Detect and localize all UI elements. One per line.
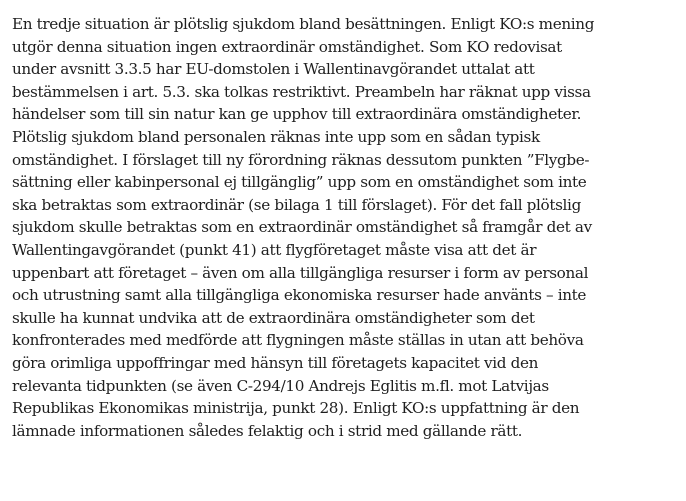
paragraph-line: händelser som till sin natur kan ge upphov till extraordinära omständigheter. [12,105,582,124]
paragraph-line: omständighet. I förslaget till ny förordning räknas dessutom punkten ”Flygbe- [12,150,590,169]
document-paragraph [12,13,682,442]
paragraph-line: sjukdom skulle betraktas som en extraordinär omständighet så framgår det av [12,218,592,237]
paragraph-line: konfronterades med medförde att flygningen måste ställas in utan att behöva [12,331,584,350]
paragraph-line: göra orimliga uppoffringar med hänsyn till företagets kapacitet vid den [12,353,539,372]
paragraph-line: sättning eller kabinpersonal ej tillgänglig” upp som en omständighet som inte [12,173,587,192]
paragraph-line: Republikas Ekonomikas ministrija, punkt 28). Enligt KO:s uppfattning är den [12,399,580,418]
paragraph-line: under avsnitt 3.3.5 har EU-domstolen i Wallentinavgörandet uttalat att [12,60,535,79]
paragraph-line: skulle ha kunnat undvika att de extraordinära omständigheter som det [12,308,535,327]
paragraph-line: Plötslig sjukdom bland personalen räknas inte upp som en sådan typisk [12,127,540,146]
paragraph-line: och utrustning samt alla tillgängliga ekonomiska resurser hade använts – inte [12,286,587,305]
paragraph-line: En tredje situation är plötslig sjukdom bland besättningen. Enligt KO:s mening [12,15,595,33]
paragraph-line: utgör denna situation ingen extraordinär omständighet. Som KO redovisat [12,37,562,56]
paragraph-line: uppenbart att företaget – även om alla tillgängliga resurser i form av personal [12,263,589,282]
paragraph-line: Wallentingavgörandet (punkt 41) att flygföretaget måste visa att det är [12,240,537,259]
paragraph-line: ska betraktas som extraordinär (se bilaga 1 till förslaget). För det fall plötslig [12,195,581,214]
paragraph-line: lämnade informationen således felaktig och i strid med gällande rätt. [12,421,523,440]
paragraph-line: relevanta tidpunkten (se även C-294/10 Andrejs Eglitis m.fl. mot Latvijas [12,376,549,395]
paragraph-line: bestämmelsen i art. 5.3. ska tolkas restriktivt. Preambeln har räknat upp vissa [12,82,591,101]
